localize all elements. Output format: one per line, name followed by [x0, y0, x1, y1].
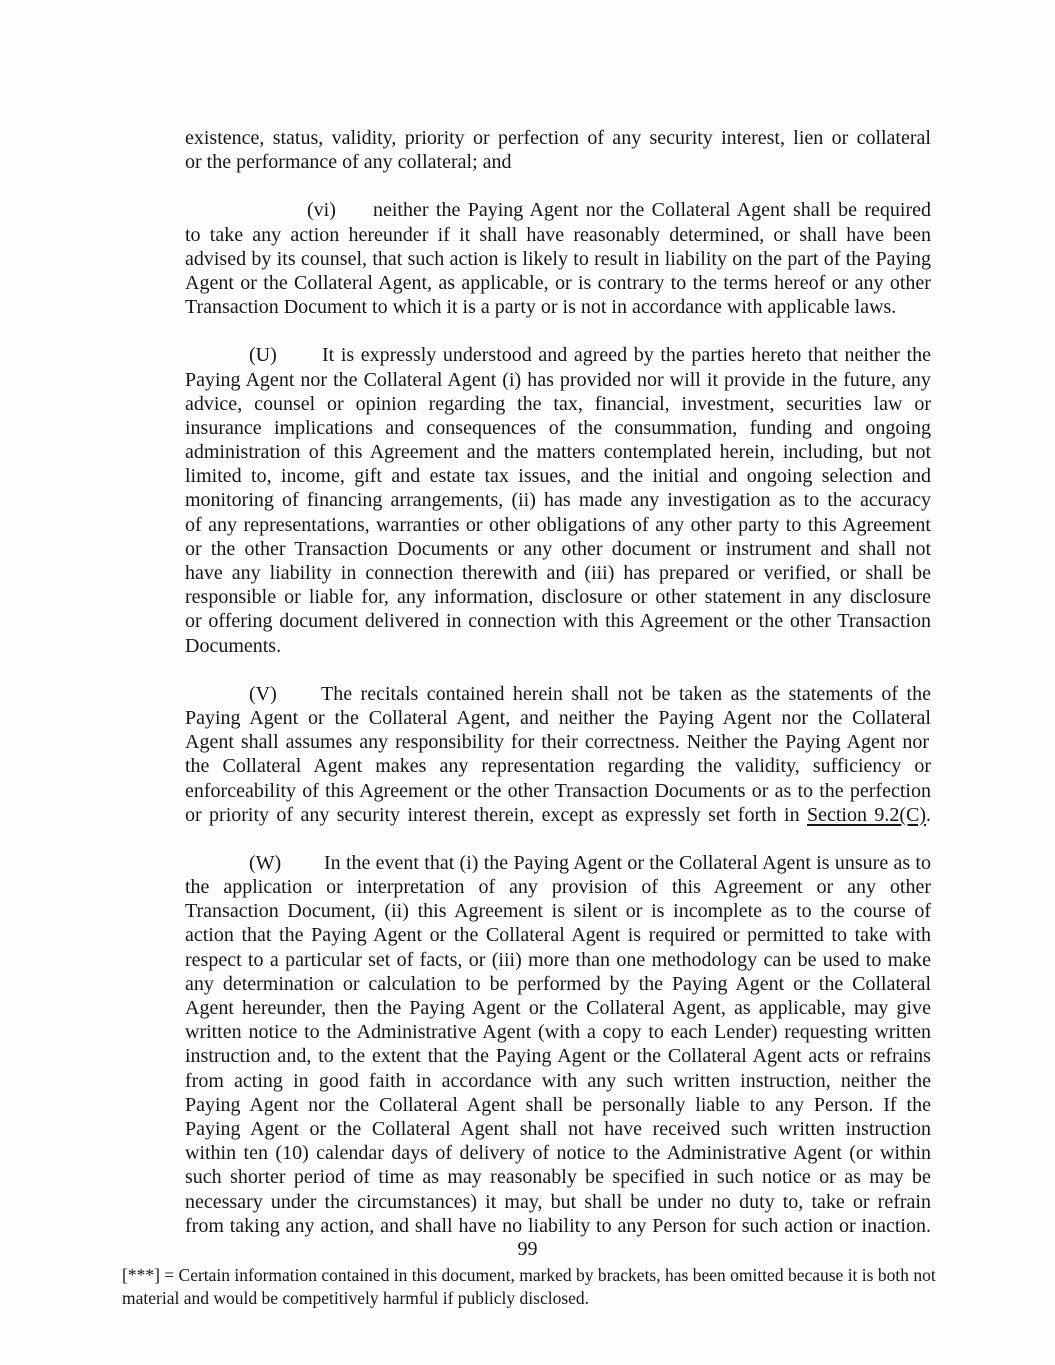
text-line	[185, 706, 931, 730]
text-line	[185, 851, 931, 875]
text-line	[185, 1117, 931, 1141]
text-line	[185, 223, 931, 247]
text-line-content: from taking any action, and shall have no liability to any Person for such action or inaction.	[185, 1214, 931, 1237]
text-line-content: limited to, income, gift and estate tax issues, and the initial and ongoing selection and	[185, 465, 932, 488]
paragraph-label: (V)	[249, 682, 277, 705]
text-line	[185, 730, 931, 754]
text-line	[185, 1020, 931, 1044]
text-line	[185, 150, 931, 174]
text-line-content: necessary under the circumstances) it may, but shall be under no duty to, take or refrain	[185, 1190, 931, 1213]
text-line	[185, 126, 931, 150]
text-line-content: advice, counsel or opinion regarding the tax, financial, investment, securities law or	[185, 392, 932, 415]
text-line-content: the Collateral Agent makes any representation regarding the validity, sufficiency or	[185, 755, 932, 778]
paragraph-label: (vi)	[307, 199, 336, 222]
section-reference: Section 9.2(C)	[807, 803, 927, 826]
text-line	[185, 295, 931, 319]
text-line-content: Agent hereunder, then the Paying Agent or the Collateral Agent, as applicable, may give	[185, 997, 931, 1019]
text-line	[185, 513, 931, 537]
text-line-content: within ten (10) calendar days of delivery of notice to the Administrative Agent (or within	[185, 1142, 932, 1165]
text-line-content: action that the Paying Agent or the Collateral Agent is required or permitted to take with	[185, 924, 932, 947]
text-line	[185, 779, 931, 803]
text-line-content: have any liability in connection therewith and (iii) has prepared or verified, or shall be	[185, 562, 932, 584]
text-line	[185, 488, 931, 512]
paragraph-V	[185, 682, 931, 827]
text-line-content: advised by its counsel, that such action is likely to result in liability on the part of the Paying	[185, 247, 932, 270]
text-line	[185, 440, 931, 464]
text-line-content: monitoring of financing arrangements, (ii) has made any investigation as to the accuracy	[185, 489, 932, 512]
text-line	[185, 368, 931, 392]
paragraph-U	[185, 343, 931, 657]
text-line-content: insurance implications and consequences of the consummation, funding and ongoing	[185, 416, 931, 439]
text-line-content: or offering document delivered in connection with this Agreement or the other Transaction	[185, 610, 932, 633]
text-line	[185, 585, 931, 609]
text-line	[185, 464, 931, 488]
text-line-content: or the other Transaction Documents or any other document or instrument and shall not	[185, 537, 932, 560]
paragraph-vi	[185, 198, 931, 319]
text-line	[185, 392, 931, 416]
text-line-content: the application or interpretation of any provision of this Agreement or any other	[185, 876, 931, 899]
paragraph-continuation	[185, 126, 931, 174]
text-line	[185, 754, 931, 778]
text-line	[185, 1165, 931, 1189]
text-line-content: from acting in good faith in accordance with any such written instruction, neither the	[185, 1069, 932, 1092]
text-line-content: (vi) neither the Paying Agent nor the Collateral Agent shall be required	[307, 199, 931, 222]
paragraph-label: (U)	[249, 344, 277, 367]
text-line-content: (U) It is expressly understood and agreed by the parties hereto that neither the	[249, 344, 932, 367]
text-line	[185, 899, 931, 923]
text-line-content: Transaction Document to which it is a party or is not in accordance with applicable laws.	[185, 296, 897, 319]
body-text-block	[185, 126, 931, 1238]
text-line-content: enforceability of this Agreement or the other Transaction Documents or as to the perfection	[185, 779, 931, 802]
text-line	[185, 247, 931, 271]
text-line-content: existence, status, validity, priority or perfection of any security interest, lien or collateral	[185, 127, 931, 149]
text-line-content: Transaction Document, (ii) this Agreement is silent or is incomplete as to the course of	[185, 900, 932, 923]
text-line-content: respect to a particular set of facts, or (iii) more than one methodology can be used to make	[185, 948, 932, 971]
text-line-content: (W) In the event that (i) the Paying Agent or the Collateral Agent is unsure as to	[249, 851, 931, 874]
text-line	[185, 923, 931, 947]
text-line	[185, 1093, 931, 1117]
text-line-content: Agent shall assumes any responsibility for their correctness. Neither the Paying Agent nor	[185, 731, 930, 754]
text-line-content: Paying Agent nor the Collateral Agent shall be personally liable to any Person. If the	[185, 1093, 931, 1116]
text-line-content: instruction and, to the extent that the Paying Agent or the Collateral Agent acts or refrains	[185, 1045, 931, 1068]
text-line	[185, 1214, 931, 1238]
text-line	[185, 634, 931, 658]
text-line-content: administration of this Agreement and the matters contemplated herein, including, but not	[185, 441, 932, 464]
text-line-content: Documents.	[185, 634, 282, 657]
text-line-content: of any representations, warranties or other obligations of any other party to this Agreement	[185, 513, 931, 536]
text-line	[185, 803, 931, 827]
footnote-line: [***] = Certain information contained in this document, marked by brackets, has been omitted because it is both not	[122, 1265, 936, 1285]
text-line	[185, 1069, 931, 1093]
text-line	[185, 416, 931, 440]
text-line-content: Paying Agent nor the Collateral Agent (i) has provided nor will it provide in the future, any	[185, 368, 931, 391]
text-line	[185, 198, 931, 222]
text-line-content: such shorter period of time as may reasonably be specified in such notice or as may be	[185, 1166, 931, 1189]
text-line-content: responsible or liable for, any information, disclosure or other statement in any disclosure	[185, 586, 931, 609]
text-line-content: (V) The recitals contained herein shall not be taken as the statements of the	[249, 682, 931, 705]
text-line	[185, 682, 931, 706]
text-line-content: to take any action hereunder if it shall have reasonably determined, or shall have been	[185, 223, 932, 246]
paragraph-W	[185, 851, 931, 1238]
text-line	[185, 537, 931, 561]
footnote-line: material and would be competitively harmful if publicly disclosed.	[122, 1288, 590, 1308]
text-line	[185, 561, 931, 585]
text-line	[185, 1141, 931, 1165]
text-line	[185, 271, 931, 295]
text-line-content: or the performance of any collateral; and	[185, 151, 512, 174]
paragraph-label: (W)	[249, 851, 282, 874]
text-line-content: Agent or the Collateral Agent, as applicable, or is contrary to the terms hereof or any other	[185, 271, 931, 294]
text-line-content: Paying Agent or the Collateral Agent, and neither the Paying Agent nor the Collateral	[185, 706, 931, 729]
page-number: 99	[517, 1238, 538, 1260]
text-line-content: Paying Agent or the Collateral Agent shall not have received such written instruction	[185, 1117, 932, 1140]
text-line	[185, 609, 931, 633]
text-line	[185, 875, 931, 899]
text-line	[185, 948, 931, 972]
text-line	[185, 1190, 931, 1214]
redaction-footnote	[122, 1264, 942, 1310]
text-line	[185, 972, 931, 996]
text-line	[185, 343, 931, 367]
text-line-content: any determination or calculation to be performed by the Paying Agent or the Collateral	[185, 972, 932, 995]
text-line	[185, 1044, 931, 1068]
text-line	[185, 996, 931, 1020]
text-line-content: written notice to the Administrative Agent (with a copy to each Lender) requesting written	[185, 1021, 931, 1044]
text-line-content: or priority of any security interest therein, except as expressly set forth in Section 9.2(C).	[185, 803, 932, 826]
